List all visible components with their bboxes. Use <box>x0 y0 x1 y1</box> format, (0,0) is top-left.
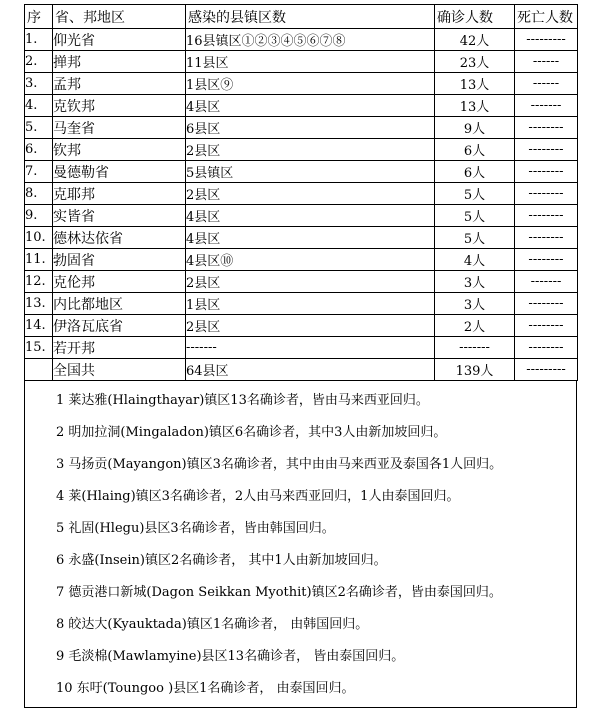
row-deaths: -------- <box>515 337 578 359</box>
row-confirmed: 4人 <box>435 249 515 271</box>
table-row <box>25 293 578 315</box>
footnote: 3 马扬贡(Mayangon)镇区3名确诊者，其中由由马来西亚及泰国各1人回归。 <box>56 457 503 472</box>
row-deaths: -------- <box>515 249 578 271</box>
footnote: 7 德贡港口新城(Dagon Seikkan Myothit)镇区2名确诊者，皆由泰国回归。 <box>56 585 502 600</box>
document-sheet <box>24 4 577 696</box>
row-index: 12. <box>25 271 53 293</box>
row-region: 仰光省 <box>53 29 186 51</box>
header-deaths: 死亡人数 <box>515 5 578 29</box>
row-deaths: -------- <box>515 315 578 337</box>
table-row <box>25 117 578 139</box>
row-index: 10. <box>25 227 53 249</box>
table-row <box>25 139 578 161</box>
table-row <box>25 161 578 183</box>
table-row <box>25 271 578 293</box>
row-counties: 2县区 <box>186 139 435 161</box>
table-row <box>25 227 578 249</box>
footnote: 10 东吁(Toungoo )县区1名确诊者， 由泰国回归。 <box>56 681 355 696</box>
row-deaths: --------- <box>515 29 578 51</box>
table-row <box>25 73 578 95</box>
table-row <box>25 249 578 271</box>
row-counties: 4县区 <box>186 205 435 227</box>
table-row <box>25 337 578 359</box>
header-counties: 感染的县镇区数 <box>186 5 435 29</box>
row-region: 掸邦 <box>53 51 186 73</box>
row-index: 15. <box>25 337 53 359</box>
row-index: 5. <box>25 117 53 139</box>
total-index-cell <box>25 359 53 381</box>
total-region: 全国共 <box>53 359 186 381</box>
row-counties: 11县区 <box>186 51 435 73</box>
header-index: 序 <box>25 5 53 29</box>
header-confirmed: 确诊人数 <box>435 5 515 29</box>
row-region: 马奎省 <box>53 117 186 139</box>
row-deaths: -------- <box>515 161 578 183</box>
row-counties: 4县区 <box>186 95 435 117</box>
row-counties: 1县区 <box>186 293 435 315</box>
header-region: 省、邦地区 <box>53 5 186 29</box>
row-deaths: -------- <box>515 227 578 249</box>
table-row <box>25 183 578 205</box>
row-index: 4. <box>25 95 53 117</box>
footnote: 6 永盛(Insein)镇区2名确诊者， 其中1人由新加坡回归。 <box>56 553 387 568</box>
footnote: 4 莱(Hlaing)镇区3名确诊者，2人由马来西亚回归，1人由泰国回归。 <box>56 489 460 504</box>
row-region: 克钦邦 <box>53 95 186 117</box>
footnote: 9 毛淡棉(Mawlamyine)县区13名确诊者， 皆由泰国回归。 <box>56 649 405 664</box>
row-region: 德林达依省 <box>53 227 186 249</box>
row-confirmed: 5人 <box>435 183 515 205</box>
row-confirmed: 3人 <box>435 293 515 315</box>
cases-table <box>24 4 578 381</box>
row-region: 克伦邦 <box>53 271 186 293</box>
row-index: 3. <box>25 73 53 95</box>
row-confirmed: 9人 <box>435 117 515 139</box>
row-deaths: ------ <box>515 73 578 95</box>
row-counties: 16县镇区①②③④⑤⑥⑦⑧ <box>186 29 435 51</box>
row-confirmed: 2人 <box>435 315 515 337</box>
row-confirmed: 13人 <box>435 95 515 117</box>
row-deaths: -------- <box>515 293 578 315</box>
row-counties: 6县区 <box>186 117 435 139</box>
row-region: 克耶邦 <box>53 183 186 205</box>
footnote: 2 明加拉洞(Mingaladon)镇区6名确诊者，其中3人由新加坡回归。 <box>56 425 447 440</box>
row-deaths: -------- <box>515 183 578 205</box>
row-confirmed: 42人 <box>435 29 515 51</box>
row-confirmed: 6人 <box>435 139 515 161</box>
row-region: 曼德勒省 <box>53 161 186 183</box>
row-counties: 2县区 <box>186 183 435 205</box>
total-counties: 64县区 <box>186 359 435 381</box>
row-deaths: ------ <box>515 51 578 73</box>
row-region: 实皆省 <box>53 205 186 227</box>
row-index: 2. <box>25 51 53 73</box>
row-region: 若开邦 <box>53 337 186 359</box>
footnotes-box <box>24 381 577 708</box>
row-counties: 5县镇区 <box>186 161 435 183</box>
row-confirmed: 6人 <box>435 161 515 183</box>
row-confirmed: 3人 <box>435 271 515 293</box>
footnote: 8 皎达大(Kyauktada)镇区1名确诊者， 由韩国回归。 <box>56 617 369 632</box>
row-deaths: ------- <box>515 95 578 117</box>
row-counties: 4县区 <box>186 227 435 249</box>
table-row <box>25 51 578 73</box>
row-confirmed: 5人 <box>435 227 515 249</box>
row-region: 孟邦 <box>53 73 186 95</box>
row-region: 勃固省 <box>53 249 186 271</box>
row-index: 7. <box>25 161 53 183</box>
table-row <box>25 315 578 337</box>
row-counties: 2县区 <box>186 271 435 293</box>
total-deaths: --------- <box>515 359 578 381</box>
row-index: 6. <box>25 139 53 161</box>
row-deaths: -------- <box>515 139 578 161</box>
row-confirmed: 5人 <box>435 205 515 227</box>
row-index: 9. <box>25 205 53 227</box>
row-confirmed: 13人 <box>435 73 515 95</box>
table-row <box>25 205 578 227</box>
row-confirmed: ------- <box>435 337 515 359</box>
total-confirmed: 139人 <box>435 359 515 381</box>
row-counties: 4县区⑩ <box>186 249 435 271</box>
row-index: 11. <box>25 249 53 271</box>
footnote: 5 礼固(Hlegu)县区3名确诊者，皆由韩国回归。 <box>56 521 335 536</box>
row-counties: ------- <box>186 337 435 359</box>
row-region: 内比都地区 <box>53 293 186 315</box>
table-row <box>25 29 578 51</box>
total-row <box>25 359 578 381</box>
table-body <box>25 29 578 359</box>
row-index: 14. <box>25 315 53 337</box>
row-index: 13. <box>25 293 53 315</box>
table-row <box>25 95 578 117</box>
row-deaths: -------- <box>515 205 578 227</box>
row-index: 1. <box>25 29 53 51</box>
row-confirmed: 23人 <box>435 51 515 73</box>
row-deaths: ------- <box>515 271 578 293</box>
row-deaths: -------- <box>515 117 578 139</box>
row-counties: 1县区⑨ <box>186 73 435 95</box>
row-region: 伊洛瓦底省 <box>53 315 186 337</box>
row-index: 8. <box>25 183 53 205</box>
row-region: 钦邦 <box>53 139 186 161</box>
table-header-row <box>25 5 578 29</box>
row-counties: 2县区 <box>186 315 435 337</box>
footnote: 1 莱达雅(Hlaingthayar)镇区13名确诊者，皆由马来西亚回归。 <box>56 393 429 408</box>
